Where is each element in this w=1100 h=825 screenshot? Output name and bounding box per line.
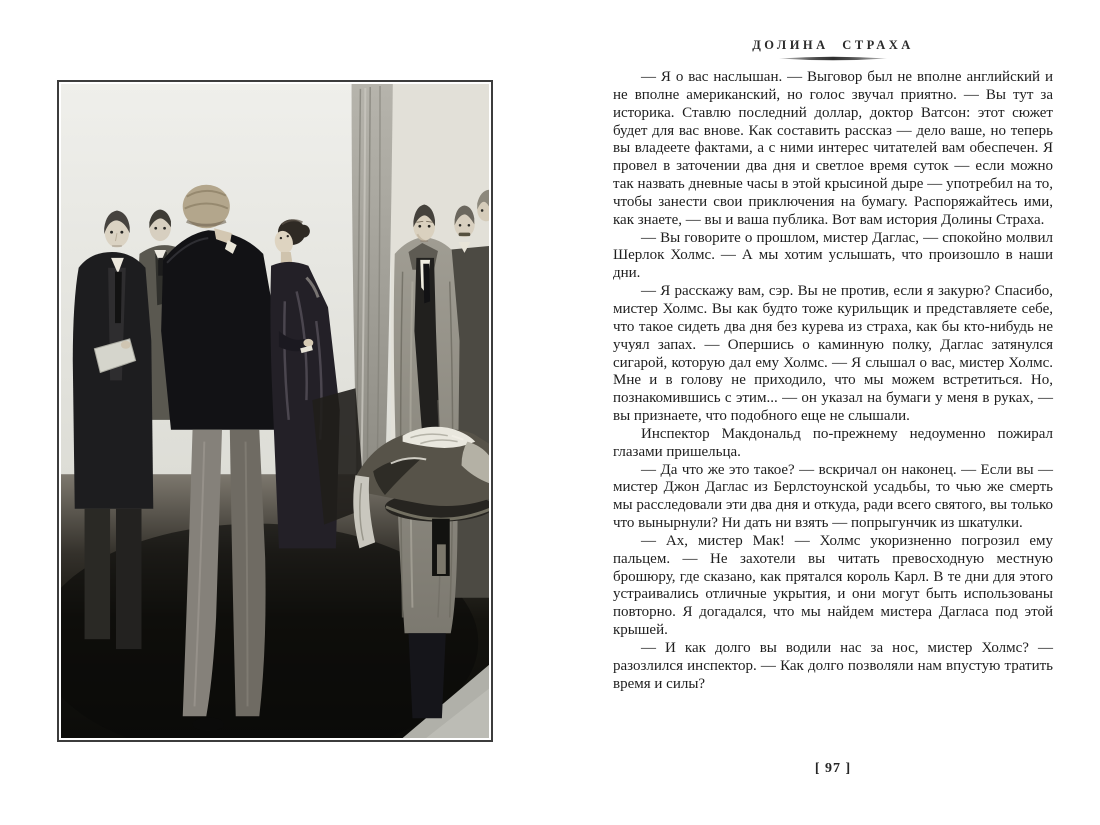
paragraph: — Вы говорите о прошлом, мистер Даглас, — спокойно молвил Шерлок Холмс. — А мы хотим услышать, что произошло в наши дни. xyxy=(613,229,1053,282)
paragraph: — Я расскажу вам, сэр. Вы не против, если я закурю? Спасибо, мистер Холмс. Вы как будто тоже курильщик и представляете себе, что такое сидеть два дня без курева из страха, как бы кто-нибудь не учуял запах. — Опершись о каминную полку, Даглас затянулся сигарой, которую дал ему Холмс. — Я слышал о вас, мистер Холмс. Мне и в голову не приходило, что мы можем встретиться. Но, познакомившись с этим... — он указал на бумаги у меня в руках, — вы признаете, что подобного еще не слышали. xyxy=(613,283,1053,425)
paragraph: — Я о вас наслышан. — Выговор был не вполне английский и не вполне американский, но голос звучал приятно. — Вы тут за историка. Ставлю последний доллар, доктор Ватсон: этот сюжет будет для вас внове. Как составить рассказ — дело ваше, но теперь вы владеете фактами, а с ними интерес читателей вам обеспечен. Я провел в заточении два дня и светлое время суток — если можно так назвать дневные часы в этой крысиной дыре — употребил на то, чтобы занести свои приключения на бумагу. Распоряжайтесь ими, как знаете, — вы и ваша публика. Вот вам история Долины Страха. xyxy=(613,69,1053,228)
illustration-plate xyxy=(57,80,493,742)
swelled-rule-icon xyxy=(779,56,887,61)
paragraph: — Да что же это такое? — вскричал он наконец. — Если вы — мистер Джон Даглас из Берлстоунской усадьбы, то чью же смерть мы расследовали эти два дня и откуда, ради всего святого, вы только что вынырнули? Ни дать ни взять — попрыгунчик из шкатулки. xyxy=(613,461,1053,532)
page-number: [ 97 ] xyxy=(814,761,852,776)
paragraph: Инспектор Макдональд по-прежнему недоуменно пожирал глазами пришельца. xyxy=(613,425,1053,460)
page-right xyxy=(613,0,1053,825)
paragraph: — Ах, мистер Мак! — Холмс укоризненно погрозил ему пальцем. — Не захотели вы читать превосходную местную брошюру, где сказано, как прятался король Карл. В те дни для этого устраивались отличные укрытия, и они могут быть использованы повторно. Я догадался, что мы найдем мистера Дагласа под этой крышей. xyxy=(613,532,1053,639)
running-head: ДОЛИНА СТРАХА xyxy=(752,38,914,52)
paragraph: — И как долго вы водили нас за нос, мистер Холмс? — разозлился инспектор. — Как долго позволяли нам впустую тратить время и силы? xyxy=(613,640,1053,692)
body-text xyxy=(613,69,1053,694)
illustration-image xyxy=(61,84,489,738)
header-rule-ornament xyxy=(613,56,1053,61)
